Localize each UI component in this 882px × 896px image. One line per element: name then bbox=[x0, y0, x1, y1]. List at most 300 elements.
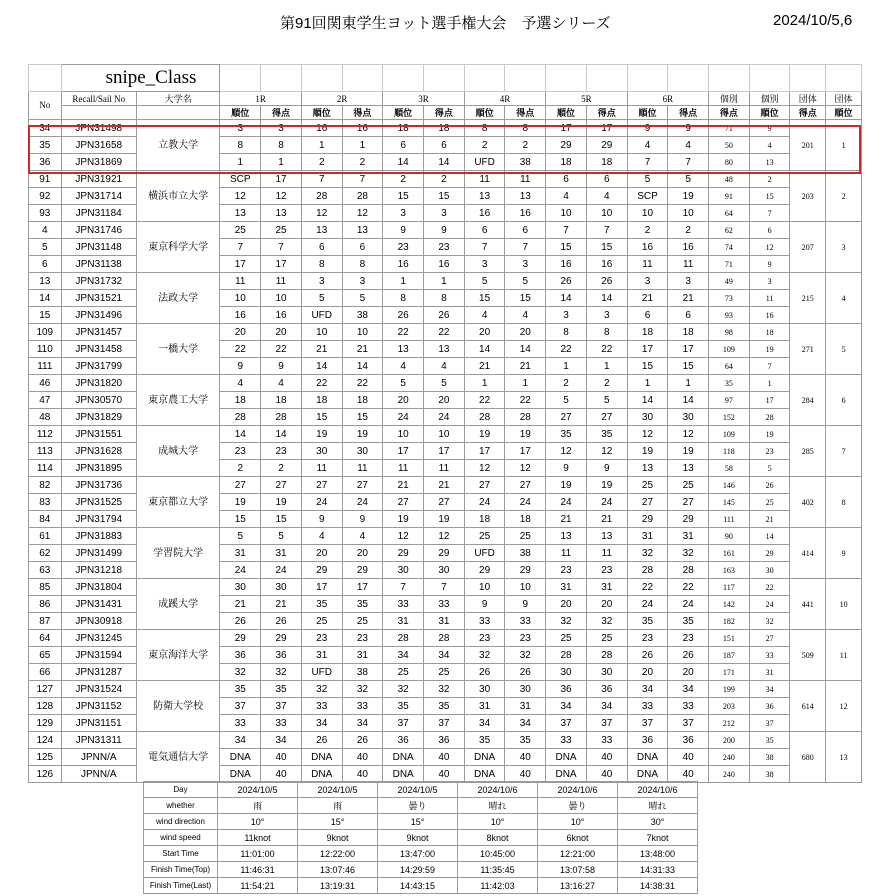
race-rank: 11 bbox=[383, 460, 424, 477]
row-sail-no: JPNN/A bbox=[61, 766, 136, 783]
col-rank: 順位 bbox=[301, 106, 342, 120]
race-points: 26 bbox=[261, 613, 302, 630]
condition-value: 13:19:31 bbox=[298, 878, 378, 894]
row-sail-no: JPN31151 bbox=[61, 715, 136, 732]
race-points: 34 bbox=[342, 715, 383, 732]
race-points: 22 bbox=[586, 341, 627, 358]
race-points: 9 bbox=[424, 222, 465, 239]
individual-points: 203 bbox=[709, 698, 750, 715]
race-rank: 18 bbox=[627, 324, 668, 341]
col-rank: 順位 bbox=[546, 106, 587, 120]
individual-rank: 9 bbox=[749, 120, 790, 137]
condition-value: 10° bbox=[218, 814, 298, 830]
individual-points: 200 bbox=[709, 732, 750, 749]
empty-cell bbox=[342, 65, 383, 92]
race-points: 25 bbox=[424, 664, 465, 681]
individual-points: 142 bbox=[709, 596, 750, 613]
race-points: 31 bbox=[424, 613, 465, 630]
row-no: 109 bbox=[29, 324, 62, 341]
race-rank: 13 bbox=[383, 341, 424, 358]
race-points: 26 bbox=[424, 307, 465, 324]
race-rank: 35 bbox=[383, 698, 424, 715]
race-points: 7 bbox=[342, 171, 383, 188]
row-university: 立教大学 bbox=[136, 120, 220, 171]
race-points: 33 bbox=[668, 698, 709, 715]
race-points: 12 bbox=[668, 426, 709, 443]
race-rank: 1 bbox=[464, 375, 505, 392]
individual-points: 71 bbox=[709, 120, 750, 137]
race-points: 11 bbox=[261, 273, 302, 290]
race-rank: 25 bbox=[464, 528, 505, 545]
race-points: 40 bbox=[342, 749, 383, 766]
race-rank: 20 bbox=[464, 324, 505, 341]
race-points: 24 bbox=[586, 494, 627, 511]
race-rank: 21 bbox=[464, 358, 505, 375]
race-rank: 1 bbox=[627, 375, 668, 392]
race-points: 24 bbox=[505, 494, 546, 511]
individual-points: 151 bbox=[709, 630, 750, 647]
team-rank: 2 bbox=[826, 171, 862, 222]
team-points: 207 bbox=[790, 222, 826, 273]
individual-rank: 27 bbox=[749, 630, 790, 647]
row-no: 114 bbox=[29, 460, 62, 477]
race-rank: 17 bbox=[464, 443, 505, 460]
race-points: 40 bbox=[668, 766, 709, 783]
empty-cell bbox=[668, 65, 709, 92]
race-points: 23 bbox=[342, 630, 383, 647]
race-rank: 34 bbox=[546, 698, 587, 715]
race-points: 14 bbox=[505, 341, 546, 358]
individual-points: 163 bbox=[709, 562, 750, 579]
race-rank: 24 bbox=[383, 409, 424, 426]
race-points: 30 bbox=[424, 562, 465, 579]
race-rank: 9 bbox=[383, 222, 424, 239]
race-points: 19 bbox=[505, 426, 546, 443]
race-points: 25 bbox=[342, 613, 383, 630]
individual-rank: 18 bbox=[749, 324, 790, 341]
col-race-3: 3R bbox=[383, 92, 464, 106]
race-rank: 18 bbox=[220, 392, 261, 409]
empty-cell bbox=[29, 65, 62, 92]
individual-points: 58 bbox=[709, 460, 750, 477]
col-points: 得点 bbox=[668, 106, 709, 120]
row-no: 47 bbox=[29, 392, 62, 409]
condition-value: 12:22:00 bbox=[298, 846, 378, 862]
col-points: 得点 bbox=[505, 106, 546, 120]
condition-row bbox=[144, 830, 698, 846]
row-university: 横浜市立大学 bbox=[136, 171, 220, 222]
row-sail-no: JPN31895 bbox=[61, 460, 136, 477]
condition-value: 11knot bbox=[218, 830, 298, 846]
col-team-rank: 順位 bbox=[826, 106, 862, 120]
race-rank: 10 bbox=[627, 205, 668, 222]
row-no: 127 bbox=[29, 681, 62, 698]
row-sail-no: JPN31525 bbox=[61, 494, 136, 511]
team-rank: 8 bbox=[826, 477, 862, 528]
race-rank: SCP bbox=[220, 171, 261, 188]
row-university: 電気通信大学 bbox=[136, 732, 220, 783]
race-points: 18 bbox=[668, 324, 709, 341]
row-no: 48 bbox=[29, 409, 62, 426]
individual-points: 145 bbox=[709, 494, 750, 511]
race-points: 30 bbox=[586, 664, 627, 681]
col-rank: 順位 bbox=[464, 106, 505, 120]
col-points: 得点 bbox=[342, 106, 383, 120]
condition-value: 晴れ bbox=[458, 798, 538, 814]
table-row bbox=[29, 120, 862, 137]
race-rank: SCP bbox=[627, 188, 668, 205]
row-university: 一橋大学 bbox=[136, 324, 220, 375]
individual-rank: 33 bbox=[749, 647, 790, 664]
race-rank: 10 bbox=[220, 290, 261, 307]
race-points: 32 bbox=[424, 681, 465, 698]
individual-points: 64 bbox=[709, 205, 750, 222]
race-points: 17 bbox=[586, 120, 627, 137]
race-rank: 14 bbox=[546, 290, 587, 307]
race-rank: 31 bbox=[546, 579, 587, 596]
individual-rank: 34 bbox=[749, 681, 790, 698]
race-rank: 33 bbox=[627, 698, 668, 715]
condition-label: wind direction bbox=[144, 814, 218, 830]
row-university: 学習院大学 bbox=[136, 528, 220, 579]
individual-rank: 16 bbox=[749, 307, 790, 324]
race-points: 20 bbox=[668, 664, 709, 681]
row-sail-no: JPN31658 bbox=[61, 137, 136, 154]
race-rank: 6 bbox=[301, 239, 342, 256]
empty-cell bbox=[61, 106, 136, 120]
race-points: 38 bbox=[505, 545, 546, 562]
col-indiv-points: 得点 bbox=[709, 106, 750, 120]
race-rank: 37 bbox=[627, 715, 668, 732]
race-points: 5 bbox=[505, 273, 546, 290]
race-rank: 15 bbox=[464, 290, 505, 307]
race-rank: 27 bbox=[627, 494, 668, 511]
race-rank: 27 bbox=[301, 477, 342, 494]
race-rank: 37 bbox=[220, 698, 261, 715]
condition-value: 11:54:21 bbox=[218, 878, 298, 894]
row-university: 成蹊大学 bbox=[136, 579, 220, 630]
race-rank: 21 bbox=[220, 596, 261, 613]
race-rank: 23 bbox=[383, 239, 424, 256]
race-rank: 31 bbox=[627, 528, 668, 545]
race-rank: 20 bbox=[220, 324, 261, 341]
condition-value: 曇り bbox=[378, 798, 458, 814]
race-points: 29 bbox=[342, 562, 383, 579]
race-points: 37 bbox=[261, 698, 302, 715]
row-no: 36 bbox=[29, 154, 62, 171]
race-rank: 25 bbox=[220, 222, 261, 239]
individual-points: 111 bbox=[709, 511, 750, 528]
condition-label: wind speed bbox=[144, 830, 218, 846]
empty-cell bbox=[464, 65, 505, 92]
subheader-row bbox=[29, 106, 862, 120]
team-points: 441 bbox=[790, 579, 826, 630]
individual-points: 93 bbox=[709, 307, 750, 324]
race-rank: 26 bbox=[546, 273, 587, 290]
race-rank: 30 bbox=[383, 562, 424, 579]
condition-value: 7knot bbox=[618, 830, 698, 846]
race-rank: 4 bbox=[627, 137, 668, 154]
condition-value: 9knot bbox=[298, 830, 378, 846]
table-row bbox=[29, 171, 862, 188]
race-rank: 4 bbox=[383, 358, 424, 375]
race-rank: 16 bbox=[546, 256, 587, 273]
race-points: 30 bbox=[505, 681, 546, 698]
race-rank: 23 bbox=[301, 630, 342, 647]
table-row bbox=[29, 477, 862, 494]
race-rank: 28 bbox=[220, 409, 261, 426]
race-rank: 12 bbox=[220, 188, 261, 205]
race-rank: 18 bbox=[383, 120, 424, 137]
race-points: 26 bbox=[505, 664, 546, 681]
condition-value: 14:29:59 bbox=[378, 862, 458, 878]
row-no: 34 bbox=[29, 120, 62, 137]
race-rank: 14 bbox=[220, 426, 261, 443]
race-points: 40 bbox=[586, 749, 627, 766]
race-points: 27 bbox=[342, 477, 383, 494]
row-no: 93 bbox=[29, 205, 62, 222]
individual-rank: 19 bbox=[749, 341, 790, 358]
race-points: 29 bbox=[505, 562, 546, 579]
individual-rank: 35 bbox=[749, 732, 790, 749]
col-indiv: 個別 bbox=[749, 92, 790, 106]
table-row bbox=[29, 528, 862, 545]
condition-row bbox=[144, 862, 698, 878]
empty-cell bbox=[709, 65, 750, 92]
race-rank: 32 bbox=[220, 664, 261, 681]
race-rank: 13 bbox=[301, 222, 342, 239]
race-points: 4 bbox=[261, 375, 302, 392]
race-points: 33 bbox=[261, 715, 302, 732]
empty-cell bbox=[749, 65, 790, 92]
race-points: 35 bbox=[424, 698, 465, 715]
race-rank: 19 bbox=[220, 494, 261, 511]
race-points: 22 bbox=[424, 324, 465, 341]
race-rank: 35 bbox=[546, 426, 587, 443]
team-rank: 1 bbox=[826, 120, 862, 171]
race-points: 40 bbox=[586, 766, 627, 783]
team-points: 215 bbox=[790, 273, 826, 324]
race-points: 11 bbox=[668, 256, 709, 273]
race-rank: 16 bbox=[301, 120, 342, 137]
race-points: 17 bbox=[342, 579, 383, 596]
team-rank: 13 bbox=[826, 732, 862, 783]
race-points: 9 bbox=[342, 511, 383, 528]
row-no: 4 bbox=[29, 222, 62, 239]
race-points: 13 bbox=[261, 205, 302, 222]
race-points: 22 bbox=[668, 579, 709, 596]
team-rank: 6 bbox=[826, 375, 862, 426]
individual-points: 50 bbox=[709, 137, 750, 154]
team-points: 509 bbox=[790, 630, 826, 681]
table-row bbox=[29, 579, 862, 596]
row-sail-no: JPN31804 bbox=[61, 579, 136, 596]
col-no: No bbox=[29, 92, 62, 120]
condition-row bbox=[144, 782, 698, 798]
individual-rank: 12 bbox=[749, 239, 790, 256]
race-points: 36 bbox=[424, 732, 465, 749]
race-rank: 21 bbox=[383, 477, 424, 494]
col-indiv-rank: 順位 bbox=[749, 106, 790, 120]
race-points: 40 bbox=[342, 766, 383, 783]
row-sail-no: JPN31714 bbox=[61, 188, 136, 205]
race-points: 12 bbox=[342, 205, 383, 222]
race-points: 28 bbox=[261, 409, 302, 426]
race-points: 29 bbox=[668, 511, 709, 528]
race-points: 13 bbox=[668, 460, 709, 477]
race-rank: 20 bbox=[546, 596, 587, 613]
race-points: 16 bbox=[342, 120, 383, 137]
race-rank: 24 bbox=[464, 494, 505, 511]
row-university: 法政大学 bbox=[136, 273, 220, 324]
race-points: 6 bbox=[668, 307, 709, 324]
individual-rank: 15 bbox=[749, 188, 790, 205]
race-points: 40 bbox=[261, 766, 302, 783]
row-no: 15 bbox=[29, 307, 62, 324]
race-rank: 23 bbox=[546, 562, 587, 579]
race-rank: 15 bbox=[383, 188, 424, 205]
race-points: 1 bbox=[505, 375, 546, 392]
race-points: 8 bbox=[424, 290, 465, 307]
race-rank: 10 bbox=[383, 426, 424, 443]
race-rank: 26 bbox=[220, 613, 261, 630]
col-race-6: 6R bbox=[627, 92, 708, 106]
individual-points: 118 bbox=[709, 443, 750, 460]
condition-value: 2024/10/5 bbox=[378, 782, 458, 798]
individual-rank: 23 bbox=[749, 443, 790, 460]
condition-value: 14:31:33 bbox=[618, 862, 698, 878]
col-indiv: 個別 bbox=[709, 92, 750, 106]
row-university: 防衛大学校 bbox=[136, 681, 220, 732]
race-rank: 28 bbox=[627, 562, 668, 579]
race-rank: 7 bbox=[464, 239, 505, 256]
race-points: 7 bbox=[505, 239, 546, 256]
race-rank: 36 bbox=[546, 681, 587, 698]
race-points: 31 bbox=[342, 647, 383, 664]
race-points: 36 bbox=[668, 732, 709, 749]
team-rank: 10 bbox=[826, 579, 862, 630]
condition-value: 13:47:00 bbox=[378, 846, 458, 862]
race-rank: 16 bbox=[383, 256, 424, 273]
race-points: 33 bbox=[342, 698, 383, 715]
race-points: 17 bbox=[261, 171, 302, 188]
race-points: 16 bbox=[261, 307, 302, 324]
row-sail-no: JPN31245 bbox=[61, 630, 136, 647]
race-points: 32 bbox=[505, 647, 546, 664]
race-rank: 22 bbox=[546, 341, 587, 358]
race-rank: 29 bbox=[627, 511, 668, 528]
condition-value: 10° bbox=[538, 814, 618, 830]
col-rank: 順位 bbox=[627, 106, 668, 120]
race-rank: 6 bbox=[546, 171, 587, 188]
results-table bbox=[28, 64, 862, 783]
individual-rank: 31 bbox=[749, 664, 790, 681]
individual-rank: 26 bbox=[749, 477, 790, 494]
individual-rank: 14 bbox=[749, 528, 790, 545]
race-rank: 3 bbox=[627, 273, 668, 290]
condition-value: 曇り bbox=[538, 798, 618, 814]
empty-cell bbox=[627, 65, 668, 92]
race-rank: 11 bbox=[220, 273, 261, 290]
race-points: 15 bbox=[505, 290, 546, 307]
race-points: 24 bbox=[424, 409, 465, 426]
race-rank: 8 bbox=[546, 324, 587, 341]
race-points: 1 bbox=[586, 358, 627, 375]
condition-value: 15° bbox=[298, 814, 378, 830]
race-rank: 7 bbox=[301, 171, 342, 188]
race-rank: 9 bbox=[220, 358, 261, 375]
individual-points: 182 bbox=[709, 613, 750, 630]
row-university: 成城大学 bbox=[136, 426, 220, 477]
row-no: 35 bbox=[29, 137, 62, 154]
condition-label: whether bbox=[144, 798, 218, 814]
race-points: 13 bbox=[586, 528, 627, 545]
race-rank: DNA bbox=[220, 766, 261, 783]
race-points: 15 bbox=[586, 239, 627, 256]
race-points: 30 bbox=[261, 579, 302, 596]
race-rank: 18 bbox=[301, 392, 342, 409]
individual-rank: 4 bbox=[749, 137, 790, 154]
race-rank: 23 bbox=[464, 630, 505, 647]
condition-value: 30° bbox=[618, 814, 698, 830]
individual-rank: 7 bbox=[749, 205, 790, 222]
race-rank: 13 bbox=[546, 528, 587, 545]
condition-value: 晴れ bbox=[618, 798, 698, 814]
race-rank: 5 bbox=[383, 375, 424, 392]
individual-rank: 19 bbox=[749, 426, 790, 443]
race-points: 12 bbox=[505, 460, 546, 477]
empty-cell bbox=[586, 65, 627, 92]
race-rank: 2 bbox=[627, 222, 668, 239]
row-sail-no: JPN31431 bbox=[61, 596, 136, 613]
race-rank: 33 bbox=[383, 596, 424, 613]
race-rank: 25 bbox=[301, 613, 342, 630]
individual-points: 91 bbox=[709, 188, 750, 205]
race-rank: 32 bbox=[301, 681, 342, 698]
table-row bbox=[29, 375, 862, 392]
row-no: 92 bbox=[29, 188, 62, 205]
row-no: 65 bbox=[29, 647, 62, 664]
empty-cell bbox=[261, 65, 302, 92]
header-row bbox=[29, 92, 862, 106]
event-date: 2024/10/5,6 bbox=[773, 12, 853, 29]
race-rank: 5 bbox=[220, 528, 261, 545]
race-rank: 15 bbox=[627, 358, 668, 375]
race-points: 18 bbox=[505, 511, 546, 528]
race-rank: 6 bbox=[627, 307, 668, 324]
race-rank: 12 bbox=[627, 426, 668, 443]
race-points: 24 bbox=[342, 494, 383, 511]
row-university: 東京科学大学 bbox=[136, 222, 220, 273]
condition-value: 10:45:00 bbox=[458, 846, 538, 862]
race-points: 37 bbox=[424, 715, 465, 732]
condition-value: 10° bbox=[458, 814, 538, 830]
race-rank: 33 bbox=[301, 698, 342, 715]
race-points: 3 bbox=[668, 273, 709, 290]
race-rank: 2 bbox=[220, 460, 261, 477]
row-no: 64 bbox=[29, 630, 62, 647]
individual-rank: 38 bbox=[749, 749, 790, 766]
row-no: 61 bbox=[29, 528, 62, 545]
race-points: 3 bbox=[505, 256, 546, 273]
team-points: 414 bbox=[790, 528, 826, 579]
row-sail-no: JPN31499 bbox=[61, 545, 136, 562]
race-points: 3 bbox=[342, 273, 383, 290]
race-points: 31 bbox=[505, 698, 546, 715]
race-points: 8 bbox=[342, 256, 383, 273]
race-points: 6 bbox=[342, 239, 383, 256]
race-rank: 12 bbox=[301, 205, 342, 222]
